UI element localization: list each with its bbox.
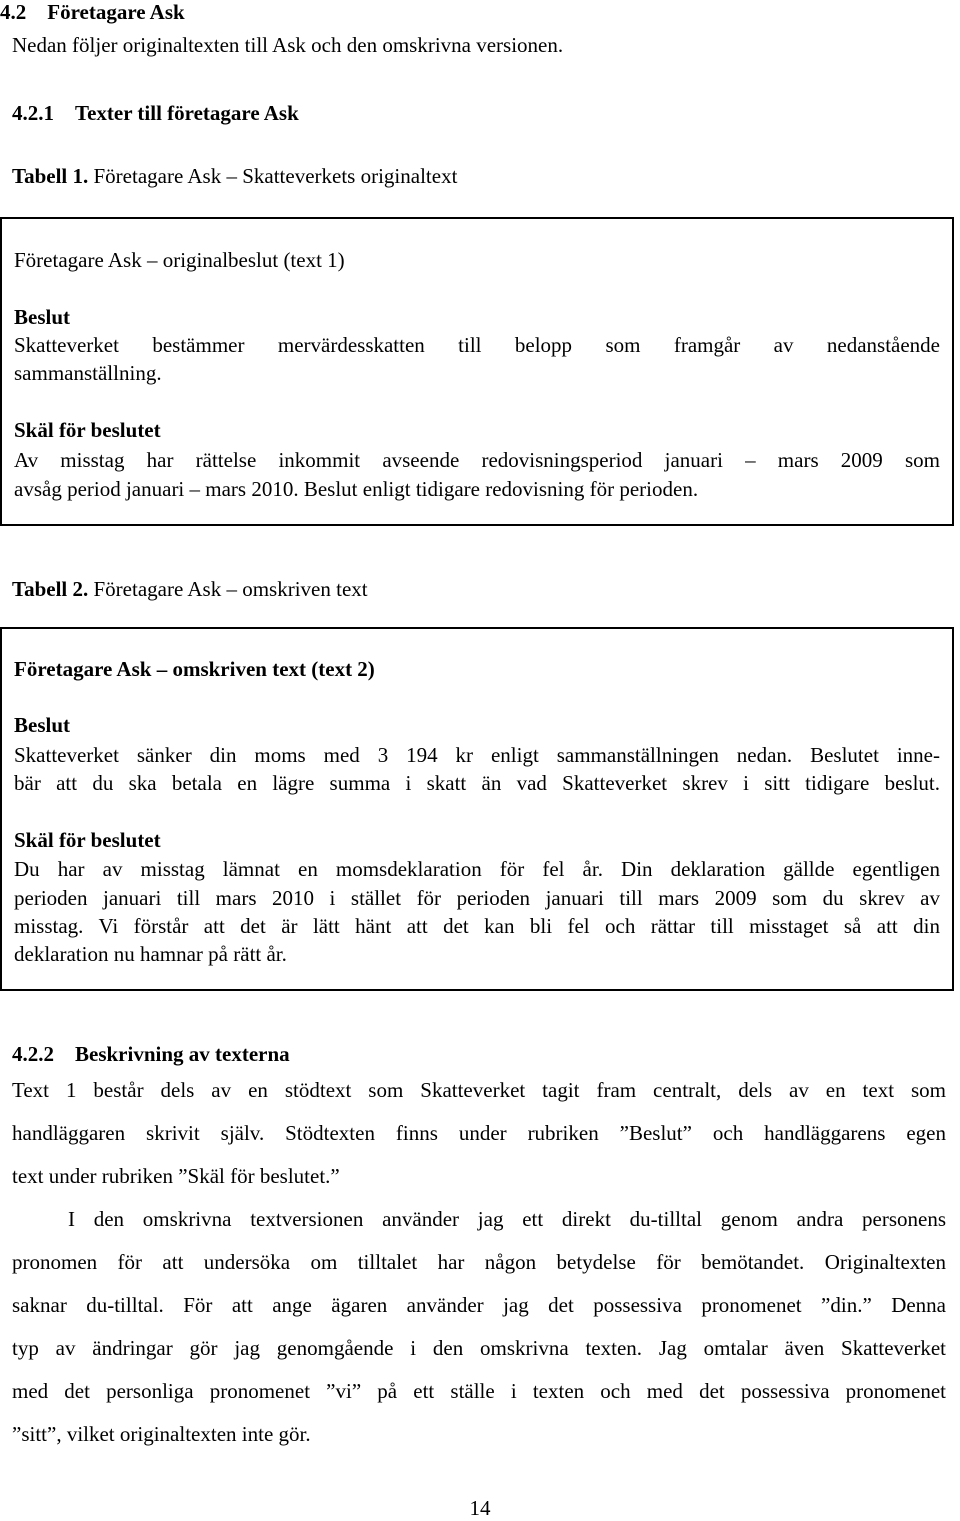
table1-beslut-line-1: Skatteverket bestämmer mervärdesskatten till belopp som framgår av nedanstående — [14, 333, 940, 357]
table2-caption-label: Tabell 2. — [12, 577, 89, 601]
table1-beslut-heading: Beslut — [14, 305, 71, 329]
table1-caption-label: Tabell 1. — [12, 164, 89, 188]
table2-beslut-line-1: Skatteverket sänker din moms med 3 194 kr enligt sammanställningen nedan. Beslutet inne- — [14, 743, 940, 767]
subsection-number: 4.2.1 — [12, 101, 54, 125]
subsection-title: Beskrivning av texterna — [75, 1042, 290, 1066]
body-line-6: saknar du-tilltal. För att ange ägaren använder jag det possessiva pronomenet ”din.” Denna — [12, 1293, 946, 1317]
body-line-5: pronomen för att undersöka om tilltalet har någon betydelse för bemötandet. Originaltexten — [12, 1250, 946, 1274]
body-line-1: Text 1 består dels av en stödtext som Skatteverket tagit fram centralt, dels av en text som — [12, 1078, 946, 1102]
subsection-heading-1 — [12, 101, 299, 126]
body-line-7: typ av ändringar gör jag genomgående i den omskrivna texten. Jag omtalar även Skatteverket — [12, 1336, 946, 1360]
page-number: 14 — [469, 1496, 491, 1520]
table1-caption-text: Företagare Ask – Skatteverkets originaltext — [93, 164, 458, 188]
table1-skal-line-1: Av misstag har rättelse inkommit avseende redovisningsperiod januari – mars 2009 som — [14, 448, 940, 472]
section-heading — [0, 0, 185, 25]
table2-skal-heading: Skäl för beslutet — [14, 828, 161, 852]
section-number: 4.2 — [0, 0, 27, 24]
table2-caption — [12, 577, 368, 602]
table2-beslut-heading: Beslut — [14, 713, 71, 737]
table2-skal-line-3: misstag. Vi förstår att det är lätt hänt att det kan bli fel och rättar till misstaget så att din — [14, 914, 940, 938]
table2-box-title: Företagare Ask – omskriven text (text 2) — [14, 657, 375, 681]
table1-box — [0, 217, 954, 526]
body-line-4: I den omskrivna textversionen använder jag ett direkt du-tilltal genom andra personens — [68, 1207, 946, 1231]
table2-skal-line-1: Du har av misstag lämnat en momsdeklaration för fel år. Din deklaration gällde egentligen — [14, 857, 940, 881]
table2-box — [0, 627, 954, 991]
table1-caption — [12, 164, 457, 189]
section-intro: Nedan följer originaltexten till Ask och den omskrivna versionen. — [12, 33, 564, 57]
table1-skal-heading: Skäl för beslutet — [14, 418, 161, 442]
section-title: Företagare Ask — [47, 0, 185, 24]
subsection-heading-2 — [12, 1042, 290, 1067]
table2-skal-line-4: deklaration nu hamnar på rätt år. — [14, 942, 287, 966]
body-line-2: handläggaren skrivit själv. Stödtexten finns under rubriken ”Beslut” och handläggarens egen — [12, 1121, 946, 1145]
body-line-3: text under rubriken ”Skäl för beslutet.” — [12, 1164, 340, 1188]
body-line-9: ”sitt”, vilket originaltexten inte gör. — [12, 1422, 311, 1446]
table1-beslut-line-2: sammanställning. — [14, 361, 162, 385]
table2-beslut-line-2: bär att du ska betala en lägre summa i skatt än vad Skatteverket skrev i sitt tidigare beslut. — [14, 771, 940, 795]
body-line-8: med det personliga pronomenet ”vi” på ett ställe i texten och med det possessiva pronomenet — [12, 1379, 946, 1403]
table2-skal-line-2: perioden januari till mars 2010 i stället för perioden januari till mars 2009 som du skrev av — [14, 886, 940, 910]
subsection-number: 4.2.2 — [12, 1042, 54, 1066]
table1-box-title: Företagare Ask – originalbeslut (text 1) — [14, 248, 345, 272]
subsection-title: Texter till företagare Ask — [75, 101, 299, 125]
table1-skal-line-2: avsåg period januari – mars 2010. Beslut enligt tidigare redovisning för perioden. — [14, 477, 699, 501]
table2-caption-text: Företagare Ask – omskriven text — [93, 577, 368, 601]
